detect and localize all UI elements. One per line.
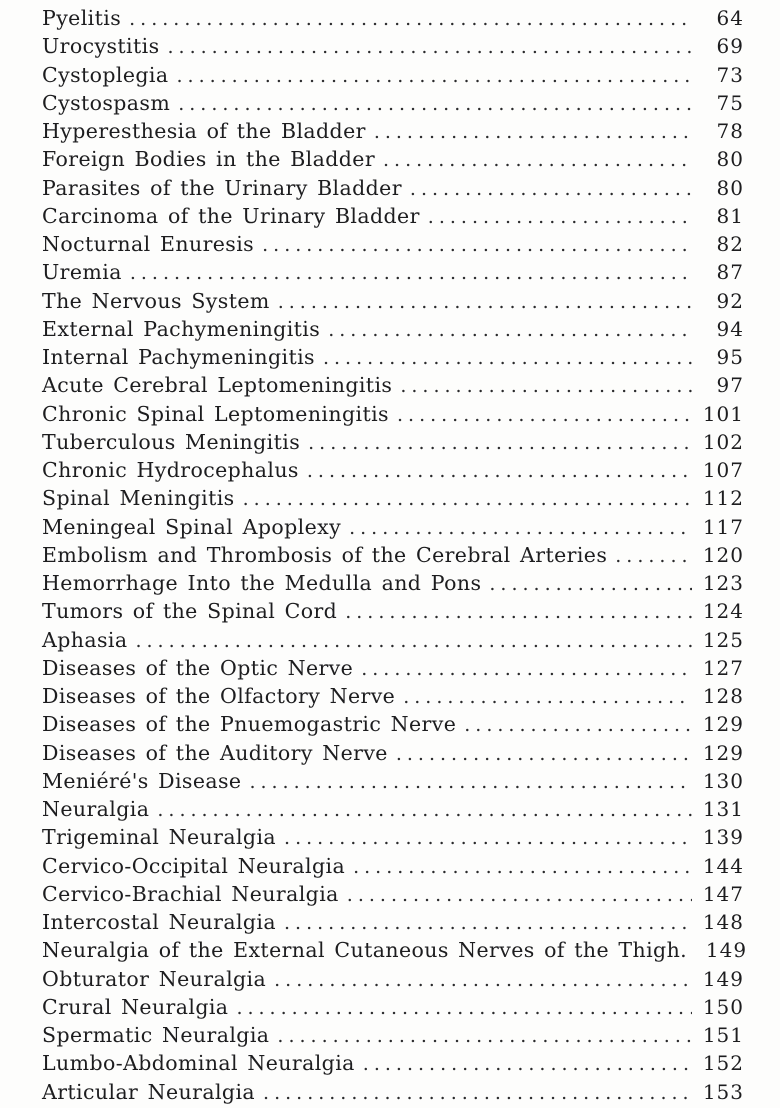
toc-entry (42, 373, 744, 401)
dot-leader (349, 515, 692, 539)
toc-entry-page: 153 (702, 1079, 744, 1104)
toc-entry (42, 1051, 744, 1079)
toc-entry (42, 825, 744, 853)
toc-entry (42, 599, 744, 627)
toc-entry (42, 147, 744, 175)
toc-entry-title: Acute Cerebral Leptomeningitis (42, 373, 393, 398)
toc-entry (42, 204, 744, 232)
toc-entry (42, 486, 744, 514)
dot-leader (323, 345, 692, 369)
toc-entry (42, 63, 744, 91)
table-of-contents (42, 6, 748, 1108)
toc-entry (42, 119, 744, 147)
dot-leader (397, 402, 692, 426)
toc-entry-title: Chronic Hydrocephalus (42, 458, 299, 482)
toc-entry-page: 149 (702, 966, 744, 991)
toc-entry (42, 402, 744, 430)
toc-entry (42, 910, 744, 938)
toc-entry (42, 938, 748, 966)
dot-leader (308, 430, 692, 454)
toc-entry (42, 995, 744, 1023)
toc-entry-page: 125 (702, 627, 744, 652)
toc-entry-title: Diseases of the Olfactory Nerve (42, 684, 396, 708)
toc-entry-page: 64 (716, 6, 744, 30)
dot-leader (400, 373, 692, 397)
toc-entry-title: Tumors of the Spinal Cord (42, 599, 338, 624)
toc-entry-title: Uremia (42, 260, 122, 285)
dot-leader (130, 260, 692, 284)
toc-entry (42, 628, 744, 656)
dot-leader (374, 119, 692, 143)
toc-entry (42, 1023, 744, 1051)
toc-entry (42, 769, 744, 797)
toc-entry (42, 430, 744, 458)
toc-entry-title: Cystospasm (42, 90, 171, 115)
toc-entry-page: 69 (716, 34, 744, 59)
toc-entry (42, 317, 744, 345)
dot-leader (129, 6, 692, 30)
toc-entry-page: 128 (702, 684, 744, 708)
toc-entry-title: Tuberculous Meningitis (42, 429, 301, 454)
toc-entry-title: Diseases of the Pnuemogastric Nerve (42, 712, 457, 737)
toc-entry-title: Diseases of the Optic Nerve (42, 655, 354, 680)
dot-leader (284, 910, 692, 934)
toc-entry (42, 741, 744, 769)
toc-entry-page: 149 (705, 938, 748, 963)
toc-entry-title: Aphasia (42, 627, 128, 652)
dot-leader (307, 458, 692, 482)
toc-entry-title: Internal Pachymeningitis (42, 345, 315, 369)
toc-entry-page: 129 (702, 712, 744, 737)
dot-leader (353, 854, 692, 878)
toc-entry-title: The Nervous System (42, 288, 270, 313)
dot-leader (178, 91, 692, 115)
toc-entry (42, 345, 744, 373)
dot-leader (274, 967, 692, 991)
dot-leader (464, 712, 692, 736)
toc-entry (42, 260, 744, 288)
toc-entry-title: Chronic Spinal Leptomeningitis (42, 401, 389, 426)
dot-leader (249, 769, 692, 793)
toc-entry-page: 87 (716, 260, 744, 285)
toc-entry (42, 854, 744, 882)
toc-entry-title: Trigeminal Neuralgia (42, 825, 277, 850)
dot-leader (615, 543, 692, 567)
toc-entry (42, 232, 744, 260)
toc-entry (42, 1080, 744, 1108)
dot-leader (278, 289, 692, 313)
toc-entry-page: 117 (702, 514, 744, 539)
toc-entry-page: 129 (702, 740, 744, 765)
toc-entry (42, 882, 744, 910)
toc-entry-title: Carcinoma of the Urinary Bladder (42, 203, 420, 228)
dot-leader (263, 1080, 692, 1104)
dot-leader (135, 628, 692, 652)
toc-entry-page: 152 (702, 1051, 744, 1076)
toc-entry-page: 151 (702, 1023, 744, 1047)
toc-entry (42, 656, 744, 684)
toc-entry-title: Articular Neuralgia (42, 1079, 256, 1104)
dot-leader (363, 1051, 692, 1075)
toc-entry (42, 176, 744, 204)
dot-leader (328, 317, 692, 341)
toc-entry-page: 80 (716, 147, 744, 172)
toc-entry-page: 139 (702, 825, 744, 850)
toc-entry-title: Nocturnal Enuresis (42, 232, 255, 256)
toc-entry (42, 289, 744, 317)
dot-leader (428, 204, 692, 228)
toc-entry (42, 515, 744, 543)
toc-entry-page: 101 (702, 401, 744, 426)
toc-entry-page: 107 (702, 458, 744, 482)
toc-entry-page: 130 (702, 768, 744, 793)
toc-entry-page: 92 (716, 288, 744, 313)
toc-entry-page: 148 (702, 910, 744, 934)
toc-entry-title: Meningeal Spinal Apoplexy (42, 514, 342, 539)
toc-entry (42, 684, 744, 712)
toc-entry-title: Parasites of the Urinary Bladder (42, 175, 402, 200)
dot-leader (489, 571, 692, 595)
dot-leader (277, 1023, 692, 1047)
toc-entry-page: 97 (716, 373, 744, 398)
toc-entry-page: 81 (716, 203, 744, 228)
toc-entry-page: 73 (716, 62, 744, 87)
toc-entry-title: Urocystitis (42, 34, 160, 59)
dot-leader (345, 599, 692, 623)
toc-entry-title: Obturator Neuralgia (42, 966, 267, 991)
toc-entry-title: External Pachymeningitis (42, 316, 321, 341)
toc-entry-title: Meniéré's Disease (42, 768, 242, 793)
toc-entry-title: Cervico-Occipital Neuralgia (42, 853, 346, 878)
toc-entry (42, 967, 744, 995)
toc-entry-page: 131 (702, 797, 744, 821)
toc-entry-title: Cervico-Brachial Neuralgia (42, 881, 339, 906)
toc-entry (42, 91, 744, 119)
toc-entry-page: 144 (702, 853, 744, 878)
toc-entry-title: Lumbo-Abdominal Neuralgia (42, 1051, 355, 1076)
toc-entry-page: 112 (702, 486, 744, 511)
dot-leader (157, 797, 692, 821)
toc-entry-page: 82 (716, 232, 744, 256)
dot-leader (243, 486, 692, 510)
toc-entry-title: Spinal Meningitis (42, 486, 235, 511)
toc-entry-title: Cystoplegia (42, 62, 169, 87)
dot-leader (396, 741, 692, 765)
toc-entry (42, 543, 744, 571)
dot-leader (262, 232, 692, 256)
toc-entry-title: Embolism and Thrombosis of the Cerebral Arteries (42, 542, 608, 567)
toc-entry-page: 123 (702, 571, 744, 595)
toc-entry-page: 78 (716, 119, 744, 143)
toc-entry-page: 95 (716, 345, 744, 369)
toc-entry-title: Intercostal Neuralgia (42, 910, 276, 934)
toc-entry-page: 75 (716, 90, 744, 115)
toc-entry-page: 147 (702, 881, 744, 906)
toc-entry (42, 571, 744, 599)
toc-entry (42, 458, 744, 486)
toc-entry-title: Neuralgia (42, 797, 150, 821)
dot-leader (176, 63, 692, 87)
dot-leader (410, 176, 692, 200)
toc-entry-page: 120 (702, 542, 744, 567)
toc-entry-title: Hemorrhage Into the Medulla and Pons (42, 571, 482, 595)
dot-leader (403, 684, 692, 708)
toc-entry-page: 150 (702, 994, 744, 1019)
toc-entry-page: 102 (702, 429, 744, 454)
toc-entry (42, 6, 744, 34)
dot-leader (347, 882, 692, 906)
toc-entry-page: 127 (702, 655, 744, 680)
toc-entry-title: Crural Neuralgia (42, 994, 229, 1019)
toc-entry-page: 80 (716, 175, 744, 200)
toc-entry-title: Neuralgia of the External Cutaneous Nerves of the Thigh. (42, 938, 688, 963)
toc-entry (42, 712, 744, 740)
dot-leader (236, 995, 692, 1019)
dot-leader (284, 825, 692, 849)
toc-entry (42, 797, 744, 825)
toc-entry-title: Diseases of the Auditory Nerve (42, 740, 388, 765)
dot-leader (383, 147, 692, 171)
dot-leader (168, 34, 692, 58)
toc-entry-title: Pyelitis (42, 6, 122, 30)
toc-entry-title: Foreign Bodies in the Bladder (42, 147, 376, 172)
toc-entry-page: 94 (716, 316, 744, 341)
toc-entry-page: 124 (702, 599, 744, 624)
toc-entry-title: Spermatic Neuralgia (42, 1023, 270, 1047)
toc-entry-title: Hyperesthesia of the Bladder (42, 119, 366, 143)
toc-entry (42, 34, 744, 62)
dot-leader (361, 656, 692, 680)
